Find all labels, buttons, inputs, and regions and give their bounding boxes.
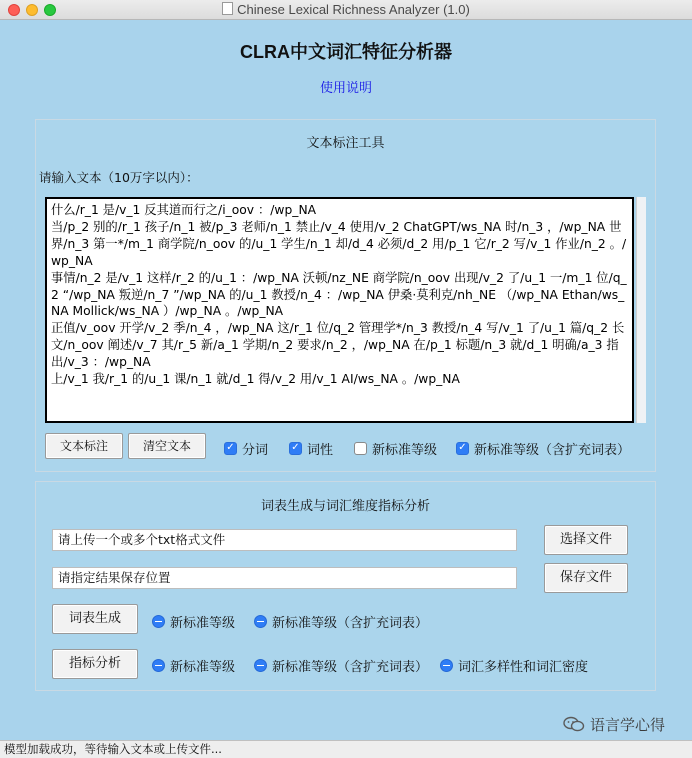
radio-mixed-icon [254,659,267,672]
watermark-text: 语言学心得 [590,715,666,734]
metrics-option-new-standard-extended[interactable] [254,657,428,673]
checkbox-unchecked-icon [354,442,367,455]
radio-mixed-icon [152,615,165,628]
radio-label: 新标准等级 [170,659,236,675]
radio-mixed-icon [152,659,165,672]
checkbox-segmentation[interactable] [224,440,268,456]
watermark [563,713,665,735]
wordlist-option-new-standard[interactable] [152,613,235,629]
metrics-option-new-standard[interactable] [152,657,235,673]
text-input-area[interactable]: 什么/r_1 是/v_1 反其道而行之/i_oov ：/wp_NA 当/p_2 别的/r_1 孩子/n_1 被/p_3 老师/n_1 禁止/v_4 使用/v_2 ChatGPT/ws_NA 时/n_3 ，/wp_NA 世界/n_3 第一*/m_1 商学院/n_oov 的/u_1 学生/n_1 却/d_4 必须/d_2 用/p_1 它/r_2 写/v_1 作业/n_2 。/wp_NA 事情/n_2 是/v_1 这样/r_2 的/u_1 ：/wp_NA 沃顿/nz_NE 商学院/n_oov 出现/v_2 了/u_1 一/m_1 位/q_2 “/wp_NA 叛逆/n_7 ”/wp_NA 的/u_1 教授/n_4 ：/wp_NA 伊桑·莫利克/nh_NE （/wp_NA Ethan/ws_NA Mollick/ws_NA ）/wp_NA 。/wp_NA 正值/v_oov 开学/v_2 季/n_4 ，/wp_NA 这/r_1 位/q_2 管理学*/n_3 教授/n_4 写/v_1 了/u_1 篇/q_2 长文/n_oov 阐述/v_7 其/r_5 新/a_1 学期/n_2 要求/n_2 ，/wp_NA 在/p_1 标题/n_3 就/d_1 明确/a_3 指出/v_3 ：/wp_NA 上/v_1 我/r_1 的/u_1 课/n_1 就/d_1 得/v_2 用/v_1 AI/ws_NA 。/wp_NA [45,197,634,423]
clear-text-button[interactable]: 清空文本 [128,433,206,459]
checkbox-label: 新标准等级 [372,442,438,458]
radio-mixed-icon [254,615,267,628]
checkbox-new-standard-level[interactable] [354,440,437,456]
metrics-analysis-button[interactable]: 指标分析 [52,649,138,679]
annotation-panel [35,119,656,472]
checkbox-label: 词性 [307,442,334,458]
document-icon [222,2,233,15]
checkbox-checked-icon: ✓ [224,442,237,455]
checkbox-checked-icon: ✓ [289,442,302,455]
app-title: CLRA中文词汇特征分析器 [240,42,452,62]
select-file-button[interactable]: 选择文件 [544,525,628,555]
wordlist-option-new-standard-extended[interactable] [254,613,428,629]
radio-mixed-icon [440,659,453,672]
radio-label: 新标准等级（含扩充词表） [272,659,429,675]
wechat-icon [563,716,585,732]
metrics-option-diversity-density[interactable] [440,657,588,673]
text-input-prompt: 请输入文本（10万字以内）： [39,170,199,185]
annotation-panel-title: 文本标注工具 [306,136,385,151]
checkbox-pos[interactable] [289,440,333,456]
checkbox-checked-icon: ✓ [456,442,469,455]
checkbox-new-standard-level-extended[interactable] [456,440,630,456]
window-title: Chinese Lexical Richness Analyzer (1.0) [237,2,470,17]
checkbox-label: 分词 [242,442,269,458]
help-link[interactable]: 使用说明 [319,81,372,96]
save-location-field[interactable]: 请指定结果保存位置 [52,567,517,589]
text-area-scrollbar[interactable] [636,197,646,423]
analysis-panel [35,481,656,691]
radio-label: 词汇多样性和词汇密度 [458,659,589,675]
annotate-button[interactable]: 文本标注 [45,433,123,459]
radio-label: 新标准等级（含扩充词表） [272,615,429,631]
window-titlebar [0,0,692,20]
status-bar: 模型加载成功，等待输入文本或上传文件... [0,740,692,758]
analysis-panel-title: 词表生成与词汇维度指标分析 [260,499,430,514]
upload-files-field[interactable]: 请上传一个或多个txt格式文件 [52,529,517,551]
save-file-button[interactable]: 保存文件 [544,563,628,593]
checkbox-label: 新标准等级（含扩充词表） [474,442,631,458]
window-title-wrap [0,2,692,17]
radio-label: 新标准等级 [170,615,236,631]
wordlist-generate-button[interactable]: 词表生成 [52,604,138,634]
